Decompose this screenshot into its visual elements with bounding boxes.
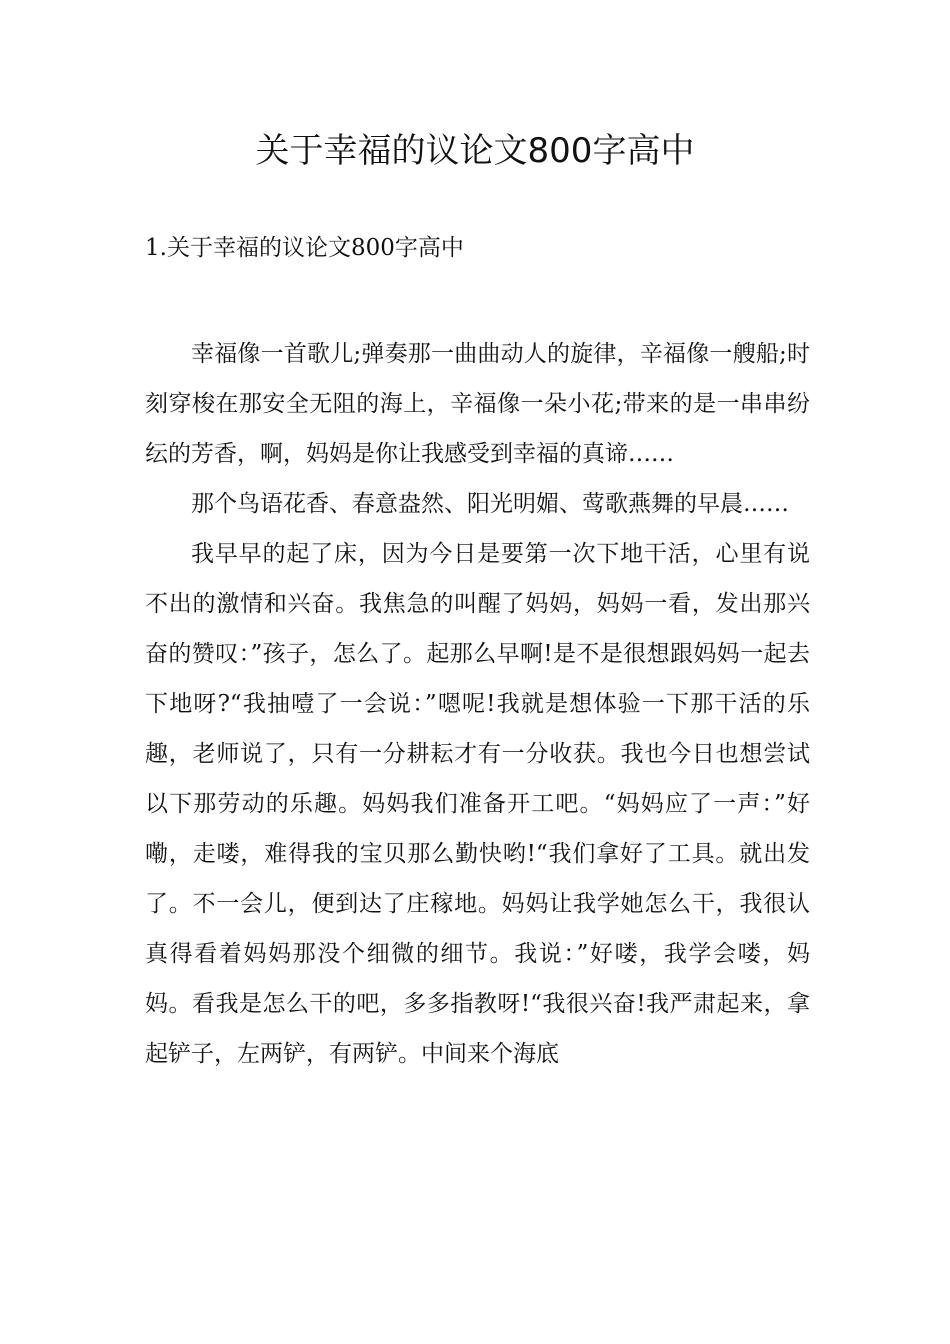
paragraph: 那个鸟语花香、春意盎然、阳光明媚、莺歌燕舞的早晨…… xyxy=(191,491,789,517)
section-heading: 1.关于幸福的议论文800字高中 xyxy=(145,235,464,261)
document-title: 关于幸福的议论文800字高中 xyxy=(255,131,695,171)
paragraph: 我早早的起了床，因为今日是要第一次下地干活，心里有说不出的激情和兴奋。我焦急的叫醒了妈妈，妈妈一看，发出那兴奋的赞叹：”孩子，怎么了。起那么早啊!是不是很想跟妈妈一起去下地呀?“我抽噎了一会说：”嗯呢!我就是想体验一下那干活的乐趣，老师说了，只有一分耕耘才有一分收获。我也今日也想尝试以下那劳动的乐趣。妈妈我们准备开工吧。“妈妈应了一声：”好嘞，走喽，难得我的宝贝那么勤快哟!“我们拿好了工具。就出发了。不一会儿，便到达了庄稼地。妈妈让我学她怎么干，我很认真得看着妈妈那没个细微的细节。我说：”好喽，我学会喽，妈妈。看我是怎么干的吧，多多指教呀!“我很兴奋!我严肃起来，拿起铲子，左两铲，有两铲。中间来个海底 xyxy=(145,541,810,1067)
paragraph: 幸福像一首歌儿;弹奏那一曲曲动人的旋律，辛福像一艘船;时刻穿梭在那安全无阻的海上，辛福像一朵小花;带来的是一串串纷纭的芳香，啊，妈妈是你让我感受到幸福的真谛…… xyxy=(145,341,810,467)
article-body xyxy=(145,329,810,1079)
